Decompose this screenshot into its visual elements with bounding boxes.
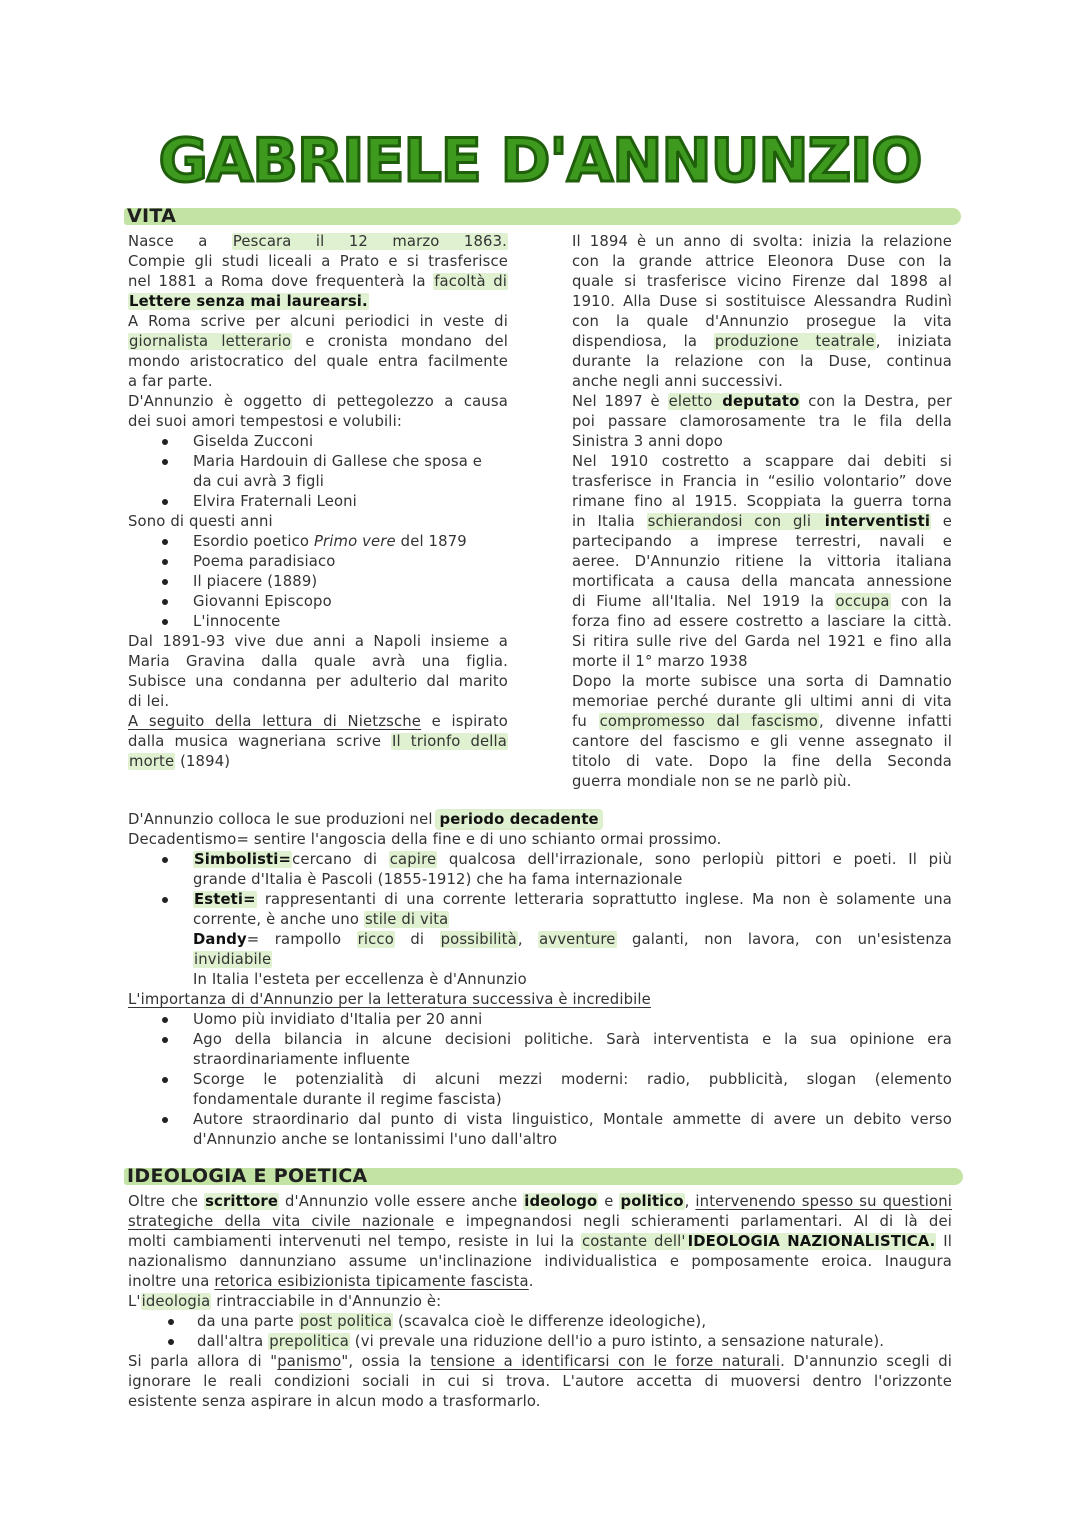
text-segment: inoltre una (128, 1273, 215, 1290)
list-item-text (193, 493, 357, 510)
text-segment-u: retorica esibizionista tipicamente fascista (214, 1273, 529, 1290)
text-line (128, 830, 952, 850)
bullet (162, 1077, 168, 1083)
text-line (572, 432, 952, 452)
text-segment-hl: giornalista letterario (129, 333, 292, 350)
text-segment-hl: stile di vita (364, 911, 449, 928)
text-segment: Dopo la morte subisce una sorta di Damnatio (572, 673, 952, 690)
text-segment: del 1879 (395, 533, 467, 550)
text-segment: e (598, 1193, 620, 1210)
bullet (162, 579, 168, 585)
list-item-continued (128, 870, 952, 890)
text-segment: mortificata a causa della mancata annessione (572, 573, 952, 590)
page-title: GABRIELE D'ANNUNZIO (158, 126, 922, 196)
text-segment: e cronista mondano del (292, 333, 508, 350)
text-line (128, 512, 508, 532)
text-segment: ignorare le reali condizioni sociali in cui si trova. L'autore accetta di muoversi dentro l'orizzonte (128, 1373, 952, 1390)
text-segment-it: Primo vere (313, 533, 396, 550)
text-segment: rappresentanti di una corrente letteraria soprattutto inglese. Ma non è solamente una (256, 891, 952, 908)
text-segment: di lei. (128, 693, 170, 710)
text-segment: morte il 1° marzo 1938 (572, 653, 748, 670)
text-segment: in Italia (572, 513, 647, 530)
text-line (572, 232, 952, 252)
list-item-text (193, 573, 317, 590)
text-segment: di Fiume all'Italia. Nel 1919 la (572, 593, 835, 610)
text-segment: forza fino ad essere costretto a lasciare la città. (572, 613, 952, 630)
text-line (128, 372, 508, 392)
text-segment: guerra mondiale non se ne parlò più. (572, 773, 852, 790)
list-item-text (193, 1111, 952, 1128)
list-item-continued (128, 930, 952, 950)
text-segment: quale si trasferisce vicino Firenze dal 1898 al (572, 273, 952, 290)
text-segment-hl: politico (620, 1193, 684, 1210)
text-segment: . (528, 1273, 534, 1290)
text-segment: e (931, 513, 953, 530)
text-segment: Ago della bilancia in alcune decisioni politiche. Sarà interventista e la sua opinione era (193, 1031, 952, 1048)
text-line (128, 252, 508, 272)
text-line (572, 492, 952, 512)
text-segment: Giselda Zucconi (193, 433, 314, 450)
text-segment-hl: ricco (357, 931, 394, 948)
text-line (572, 252, 952, 272)
text-line (572, 392, 952, 412)
text-segment: nazionalismo dannunziano assume un'inclinazione individualistica e pomposamente eroica. Inaugura (128, 1253, 952, 1270)
section-heading-vita: VITA (127, 205, 177, 227)
text-segment: Il 1894 è un anno di svolta: inizia la relazione (572, 233, 952, 250)
text-segment-hl: Pescara il 12 marzo 1863. (232, 233, 508, 250)
text-segment: rintracciabile in d'Annunzio è: (211, 1293, 442, 1310)
list-item (128, 1010, 952, 1030)
list-item (128, 432, 508, 452)
text-line (572, 552, 952, 572)
list-item-continued (128, 1090, 952, 1110)
text-segment: D'Annunzio colloca le sue produzioni nel (128, 811, 438, 828)
text-segment: molti cambiamenti intervenuti nel tempo, resiste in lui la (128, 1233, 581, 1250)
list-item (128, 1070, 952, 1090)
text-line (128, 352, 508, 372)
list-item-continued (128, 1050, 952, 1070)
text-line (128, 1192, 952, 1212)
bullet (162, 1037, 168, 1043)
text-segment: L' (128, 1293, 141, 1310)
section-bar-vita (124, 208, 961, 225)
text-line (128, 1392, 952, 1412)
text-segment: Elvira Fraternali Leoni (193, 493, 357, 510)
text-segment: aeree. D'Annunzio ritiene la vittoria italiana (572, 553, 952, 570)
text-segment-hl: avventure (539, 931, 616, 948)
text-segment-hl: ideologia (141, 1293, 211, 1310)
text-segment: (1894) (175, 753, 231, 770)
list-item-continued (128, 910, 952, 930)
text-segment: qualcosa dell'irrazionale, sono perlopiù pittori e poeti. Il più (437, 851, 952, 868)
bullet (162, 897, 168, 903)
list-item-text (197, 1313, 706, 1330)
text-segment-hl: prepolitica (269, 1333, 349, 1350)
text-line (128, 752, 508, 772)
text-segment: anche negli anni successivi. (572, 373, 783, 390)
bullet (162, 619, 168, 625)
text-segment: dalla musica wagneriana scrive (128, 733, 392, 750)
text-segment: fondamentale durante il regime fascista) (193, 1091, 502, 1108)
text-segment-hl: eletto (668, 393, 721, 410)
text-line (128, 1272, 952, 1292)
text-line (572, 612, 952, 632)
text-segment: partecipando a imprese terrestri, navali e (572, 533, 952, 550)
list-item-text (193, 1071, 952, 1088)
text-segment: Sinistra 3 anni dopo (572, 433, 724, 450)
bullet (162, 459, 168, 465)
text-segment-hl: IDEOLOGIA NAZIONALISTICA. (687, 1233, 936, 1250)
list-item (128, 592, 508, 612)
list-item-text (193, 453, 482, 470)
text-segment: (scavalca cioè le differenze ideologiche), (393, 1313, 707, 1330)
text-line (572, 752, 952, 772)
text-line (572, 352, 952, 372)
text-segment: dall'altra (197, 1333, 269, 1350)
text-segment-u: A seguito della lettura di Nietzsche (128, 713, 422, 730)
text-segment: da cui avrà 3 figli (193, 473, 325, 490)
text-segment-hl: Esteti= (194, 891, 256, 908)
text-segment-hl: schierandosi con gli (647, 513, 823, 530)
text-line (572, 412, 952, 432)
text-segment: con la quale d'Annunzio prosegue la vita (572, 313, 952, 330)
list-item (128, 492, 508, 512)
text-line (128, 732, 508, 752)
section-heading-ideologia: IDEOLOGIA E POETICA (127, 1165, 368, 1187)
list-item-text (193, 553, 335, 570)
text-segment: Compie gli studi liceali a Prato e si trasferisce (128, 253, 508, 270)
list-item-text (193, 1011, 482, 1028)
text-segment: cantore del fascismo e gli venne assegnato il (572, 733, 952, 750)
text-line (128, 232, 508, 252)
text-segment-hl: capire (389, 851, 437, 868)
text-line (128, 652, 508, 672)
text-segment-hl: scrittore (205, 1193, 279, 1210)
text-segment: galanti, non lavora, con un'esistenza (616, 931, 952, 948)
text-segment: con la grande attrice Eleonora Duse con la (572, 253, 952, 270)
list-item-text (193, 1031, 952, 1048)
text-segment: d'Annunzio anche se lontanissimi l'uno dall'altro (193, 1131, 558, 1148)
list-item-continued (128, 1130, 952, 1150)
text-segment: Poema paradisiaco (193, 553, 336, 570)
list-item-text (193, 613, 280, 630)
text-line (572, 732, 952, 752)
list-item (128, 890, 952, 910)
bullet (162, 1117, 168, 1123)
text-segment: memoriae perché durante gli ultimi anni di vita (572, 693, 952, 710)
text-segment: Esordio poetico (193, 533, 314, 550)
text-line (128, 312, 508, 332)
list-item (128, 532, 508, 552)
text-segment: , (517, 931, 539, 948)
list-item (128, 612, 508, 632)
list-item (128, 572, 508, 592)
bullet (162, 599, 168, 605)
text-segment: Sono di questi anni (128, 513, 273, 530)
text-line (128, 292, 508, 312)
text-line (572, 372, 952, 392)
text-segment: grande d'Italia è Pascoli (1855-1912) che ha fama internazionale (193, 871, 683, 888)
list-item (128, 850, 952, 870)
text-segment-hl: compromesso dal fascismo (599, 713, 818, 730)
text-line (128, 332, 508, 352)
text-segment-hl: Il trionfo della (392, 733, 507, 750)
ideologia-block (128, 1192, 952, 1412)
text-segment-bd: Dandy (193, 931, 247, 948)
list-item (128, 1030, 952, 1050)
text-segment: da una parte (197, 1313, 299, 1330)
text-segment: Dal 1891-93 vive due anni a Napoli insieme a (128, 633, 508, 650)
list-item-continued (128, 970, 952, 990)
text-segment: e ispirato (421, 713, 508, 730)
text-segment: durante la relazione con la Duse, continua (572, 353, 952, 370)
text-segment: e impegnandosi negli schieramenti parlamentari. Al di là dei (434, 1213, 952, 1230)
text-segment: poi passare clamorosamente tra le fila della (572, 413, 952, 430)
text-segment: Nel 1910 costretto a scappare dai debiti si (572, 453, 952, 470)
text-segment: d'Annunzio volle essere anche (279, 1193, 524, 1210)
text-line (128, 1232, 952, 1252)
text-segment-hl: interventisti (824, 513, 931, 530)
text-segment: Autore straordinario dal punto di vista linguistico, Montale ammette di avere un debito verso (193, 1111, 952, 1128)
text-segment: fu (572, 713, 599, 730)
text-line (572, 332, 952, 352)
text-segment: straordinariamente influente (193, 1051, 411, 1068)
text-segment-u: tensione a identificarsi con le forze naturali (430, 1353, 781, 1370)
text-segment: Il piacere (1889) (193, 573, 318, 590)
text-segment-u: strategiche della vita civile nazionale (128, 1213, 435, 1230)
bullet (168, 1339, 174, 1345)
text-segment-hl: Lettere senza mai laurearsi. (129, 293, 368, 310)
bullet (162, 499, 168, 505)
bullet (162, 559, 168, 565)
text-segment: , divenne infatti (818, 713, 952, 730)
text-line (128, 1372, 952, 1392)
text-segment-hl: facoltà di (434, 273, 508, 290)
text-line (128, 1352, 952, 1372)
text-line (128, 632, 508, 652)
list-item-continued (128, 472, 508, 492)
text-line (572, 632, 952, 652)
text-segment: trasferisce in Francia in “esilio volontario” dove (572, 473, 952, 490)
text-segment: rimane fino al 1915. Scoppiata la guerra torna (572, 493, 952, 510)
text-segment: Oltre che (128, 1193, 205, 1210)
text-segment: In Italia l'esteta per eccellenza è d'Annunzio (193, 971, 527, 988)
text-segment-u: intervenendo spesso su questioni (695, 1193, 952, 1210)
text-segment: nel 1881 a Roma dove frequenterà la (128, 273, 434, 290)
text-segment: Maria Hardouin di Gallese che sposa e (193, 453, 483, 470)
text-line (128, 1212, 952, 1232)
list-item-text (197, 1333, 884, 1350)
text-segment-hl: ideologo (524, 1193, 598, 1210)
vita-right-column (572, 232, 952, 792)
text-segment: Maria Gravina dalla quale avrà una figlia. (128, 653, 508, 670)
list-item-continued (128, 950, 952, 970)
text-line (128, 692, 508, 712)
text-segment-hl: periodo decadente (439, 811, 599, 828)
text-segment: mondo aristocratico del quale entra facilmente (128, 353, 508, 370)
text-segment: corrente, è anche uno (193, 911, 364, 928)
text-line (572, 272, 952, 292)
text-segment: = rampollo (246, 931, 357, 948)
text-segment-hl: post politica (299, 1313, 393, 1330)
text-segment: titolo di vate. Dopo la fine della Seconda (572, 753, 952, 770)
text-line (128, 672, 508, 692)
text-line (128, 810, 952, 830)
text-segment: con la (890, 593, 952, 610)
text-line (572, 592, 952, 612)
text-line (128, 712, 508, 732)
text-segment: Si parla allora di " (128, 1353, 278, 1370)
text-line (572, 652, 952, 672)
text-segment: L'innocente (193, 613, 281, 630)
text-line (572, 572, 952, 592)
text-segment: cercano di (292, 851, 389, 868)
text-segment: 1910. Alla Duse si sostituisce Alessandra Rudinì (572, 293, 952, 310)
text-segment-hl: morte (129, 753, 175, 770)
list-item-text (193, 851, 952, 868)
list-item (128, 1110, 952, 1130)
list-item-text (193, 533, 467, 550)
list-item-text (193, 891, 952, 908)
list-item (128, 1312, 952, 1332)
text-line (572, 312, 952, 332)
text-segment-u: L'importanza di d'Annunzio per la letteratura successiva è incredibile (128, 991, 651, 1008)
text-segment: Nel 1897 è (572, 393, 668, 410)
text-line (572, 472, 952, 492)
text-line (572, 532, 952, 552)
text-segment: dispendiosa, la (572, 333, 714, 350)
text-line (572, 692, 952, 712)
bullet (162, 857, 168, 863)
text-segment-hl: produzione teatrale (714, 333, 875, 350)
text-line (572, 292, 952, 312)
text-line (572, 672, 952, 692)
text-line (128, 990, 952, 1010)
text-segment: dei suoi amori tempestosi e volubili: (128, 413, 402, 430)
text-segment-hl: invidiabile (194, 951, 272, 968)
text-line (128, 412, 508, 432)
text-segment: a far parte. (128, 373, 213, 390)
text-segment: Si ritira sulle rive del Garda nel 1921 e fino alla (572, 633, 952, 650)
text-segment-hl: deputato (722, 393, 800, 410)
text-segment-hl: occupa (835, 593, 890, 610)
list-item-text (193, 593, 332, 610)
text-segment: Il (936, 1233, 952, 1250)
text-segment: esistente senza aspirare in alcun modo a trasformarlo. (128, 1393, 541, 1410)
list-item (128, 452, 508, 472)
decadentismo-block (128, 810, 952, 1150)
text-line (572, 772, 952, 792)
text-segment: Uomo più invidiato d'Italia per 20 anni (193, 1011, 483, 1028)
bullet (162, 1017, 168, 1023)
text-segment: ", ossia la (341, 1353, 431, 1370)
text-segment-hl: Simbolisti= (194, 851, 292, 868)
text-segment: D'Annunzio è oggetto di pettegolezzo a causa (128, 393, 508, 410)
text-line (128, 392, 508, 412)
list-item (128, 552, 508, 572)
text-line (128, 272, 508, 292)
text-line (572, 512, 952, 532)
text-line (128, 1292, 952, 1312)
list-item-text (193, 433, 313, 450)
text-segment: Nasce a (128, 233, 232, 250)
text-segment: , (684, 1193, 696, 1210)
bullet (168, 1319, 174, 1325)
list-item (128, 1332, 952, 1352)
text-line (572, 712, 952, 732)
text-segment: , iniziata (875, 333, 952, 350)
bullet (162, 439, 168, 445)
text-segment: Giovanni Episcopo (193, 593, 332, 610)
bullet (162, 539, 168, 545)
text-segment: . D'annunzio scegli di (780, 1353, 953, 1370)
text-segment: Subisce una condanna per adulterio dal marito (128, 673, 508, 690)
text-segment-hl: costante dell' (581, 1233, 686, 1250)
text-segment: di (394, 931, 440, 948)
text-segment: Scorge le potenzialità di alcuni mezzi moderni: radio, pubblicità, slogan (elemento (193, 1071, 952, 1088)
text-line (128, 1252, 952, 1272)
text-segment-hl: possibilità (440, 931, 517, 948)
text-segment: Decadentismo= sentire l'angoscia della fine e di uno schianto ormai prossimo. (128, 831, 722, 848)
vita-left-column (128, 232, 508, 772)
text-segment-u: panismo (277, 1353, 342, 1370)
text-segment: (vi prevale una riduzione dell'io a puro istinto, a sensazione naturale). (349, 1333, 885, 1350)
text-segment: A Roma scrive per alcuni periodici in veste di (128, 313, 508, 330)
text-line (572, 452, 952, 472)
text-segment: con la Destra, per (800, 393, 952, 410)
